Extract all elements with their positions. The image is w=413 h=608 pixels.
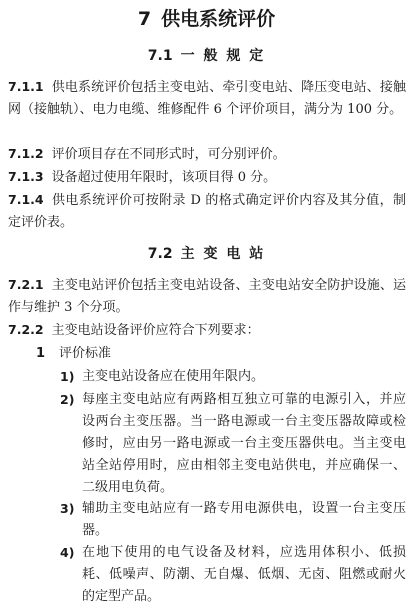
clause-text: 供电系统评价可按附录 D 的格式确定评价内容及其分值，制定评价表。: [8, 193, 406, 230]
list-item: [60, 542, 406, 608]
subclause-1: [36, 343, 406, 365]
clause-text: 评价项目存在不同形式时，可分别评价。: [51, 147, 286, 162]
clause-7-1-1: [8, 76, 406, 121]
item-number: 3): [60, 501, 75, 516]
clause-7-1-2: [8, 143, 406, 166]
item-number: 4): [60, 545, 75, 560]
clause-number: 7.1.3: [8, 169, 44, 184]
clause-7-2-1: [8, 274, 406, 319]
subclause-title: 评价标准: [59, 346, 112, 361]
list-item: [60, 498, 406, 542]
clause-text: 供电系统评价包括主变电站、牵引变电站、降压变电站、接触网（接触轨）、电力电缆、维修配件 6 个评价项目，满分为 100 分。: [8, 80, 406, 117]
list-item: [60, 389, 406, 499]
item-number: 1): [60, 369, 75, 384]
item-text: 在地下使用的电气设备及材料，应选用体积小、低损耗、低噪声、防潮、无自爆、低烟、无卤、阻燃或耐火的定型产品。: [82, 545, 406, 604]
section-heading-7-2: [0, 244, 413, 264]
clause-number: 7.2.2: [8, 322, 44, 337]
list-item: [60, 366, 406, 388]
clause-text: 主变电站设备评价应符合下列要求：: [51, 323, 260, 338]
section-title: 主 变 电 站: [180, 246, 266, 262]
item-text: 主变电站设备应在使用年限内。: [82, 369, 265, 384]
item-text: 每座主变电站应有两路相互独立可靠的电源引入，并应设两台主变压器。当一路电源或一台主变压器故障或检修时，应由另一路电源或一台主变压器供电。当主变电站全站停用时，应由相邻主变电站供电，并应确保一、二级用电负荷。: [82, 392, 406, 495]
subclause-number: 1: [36, 346, 46, 361]
item-text: 辅助主变电站应有一路专用电源供电，设置一台主变压器。: [82, 501, 406, 538]
section-number: 7.2: [147, 246, 173, 262]
clause-7-2-2: [8, 319, 406, 342]
section-title: 一 般 规 定: [180, 48, 266, 64]
chapter-title: 供电系统评价: [161, 8, 276, 30]
clause-text: 主变电站评价包括主变电站设备、主变电站安全防护设施、运作与维护 3 个分项。: [8, 278, 406, 315]
clause-number: 7.1.4: [8, 192, 44, 207]
chapter-heading: [0, 6, 413, 32]
clause-number: 7.1.1: [8, 79, 44, 94]
clause-7-1-4: [8, 189, 406, 234]
clause-number: 7.1.2: [8, 146, 44, 161]
section-number: 7.1: [147, 48, 173, 64]
clause-7-1-3: [8, 166, 406, 189]
section-heading-7-1: [0, 46, 413, 66]
item-number: 2): [60, 392, 75, 407]
clause-number: 7.2.1: [8, 277, 44, 292]
chapter-number: 7: [137, 8, 152, 30]
clause-text: 设备超过使用年限时，该项目得 0 分。: [51, 170, 277, 185]
